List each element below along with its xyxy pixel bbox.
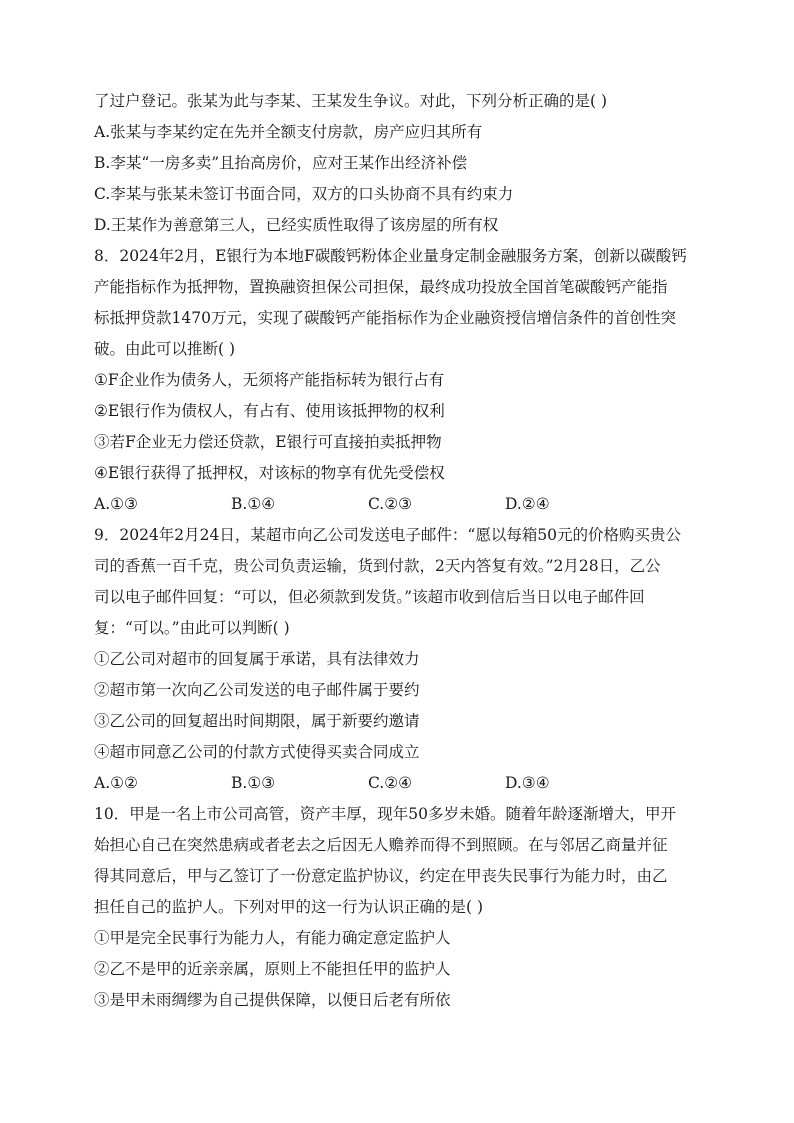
q9-item: ①乙公司对超市的回复属于承诺，具有法律效力 <box>94 650 420 668</box>
q9-item: ②超市第一次向乙公司发送的电子邮件属于要约 <box>94 681 420 699</box>
q9-stem-line: 9．2024年2月24日，某超市向乙公司发送电子邮件：“愿以每箱50元的价格购买贵公 <box>94 526 682 544</box>
q7-continuation <box>94 86 704 241</box>
q9-stem-line: 司以电子邮件回复：“可以，但必须款到发货。”该超市收到信后当日以电子邮件回 <box>94 588 645 606</box>
q9-stem-line: 司的香蕉一百千克，贵公司负责运输，货到付款，2天内答复有效。”2月28日，乙公 <box>94 557 661 575</box>
q8-item: ④E银行获得了抵押权，对该标的物享有优先受偿权 <box>94 464 445 482</box>
question-10 <box>94 799 704 1016</box>
q9-item: ③乙公司的回复超出时间期限，属于新要约邀请 <box>94 712 420 730</box>
q8-option-d: D.②④ <box>505 495 550 513</box>
q9-option-c: C.②④ <box>368 774 413 792</box>
q10-item: ③是甲未雨绸缪为自己提供保障，以便日后老有所依 <box>94 991 451 1009</box>
q9-item: ④超市同意乙公司的付款方式使得买卖合同成立 <box>94 743 420 761</box>
q7-option-a: A.张某与李某约定在先并全额支付房款，房产应归其所有 <box>94 123 483 141</box>
q8-item: ②E银行作为债权人，有占有、使用该抵押物的权利 <box>94 402 445 420</box>
q8-option-b: B.①④ <box>231 495 276 513</box>
q8-stem-line: 产能指标作为抵押物，置换融资担保公司担保，最终成功投放全国首笔碳酸钙产能指 <box>94 278 668 296</box>
q8-item: ③若F企业无力偿还贷款，E银行可直接拍卖抵押物 <box>94 433 442 451</box>
q9-option-a: A.①② <box>94 774 138 792</box>
q8-options <box>94 489 704 520</box>
q10-stem-line: 得其同意后，甲与乙签订了一份意定监护协议，约定在甲丧失民事行为能力时，由乙 <box>94 867 668 885</box>
q8-item: ①F企业作为债务人，无须将产能指标转为银行占有 <box>94 371 445 389</box>
q8-option-c: C.②③ <box>368 495 413 513</box>
q7-option-d: D.王某作为善意第三人，已经实质性取得了该房屋的所有权 <box>94 216 499 234</box>
q10-stem-line: 10．甲是一名上市公司高管，资产丰厚，现年50多岁未婚。随着年龄逐渐增大，甲开 <box>94 805 676 823</box>
question-8 <box>94 241 704 520</box>
q7-stem-line: 了过户登记。张某为此与李某、王某发生争议。对此，下列分析正确的是( ) <box>94 92 608 110</box>
q9-options <box>94 768 704 799</box>
q8-stem-line: 标抵押贷款1470万元，实现了碳酸钙产能指标作为企业融资授信增信条件的首创性突 <box>94 309 676 327</box>
q9-option-d: D.③④ <box>505 774 550 792</box>
q10-stem-line: 始担心自己在突然患病或者老去之后因无人赡养而得不到照顾。在与邻居乙商量并征 <box>94 836 668 854</box>
q8-option-a: A.①③ <box>94 495 138 513</box>
question-9 <box>94 520 704 799</box>
exam-page <box>94 86 704 1016</box>
q9-stem-line: 复：“可以。”由此可以判断( ) <box>94 619 290 637</box>
q10-item: ②乙不是甲的近亲亲属，原则上不能担任甲的监护人 <box>94 960 451 978</box>
q10-stem-line: 担任自己的监护人。下列对甲的这一行为认识正确的是( ) <box>94 898 484 916</box>
q10-item: ①甲是完全民事行为能力人，有能力确定意定监护人 <box>94 929 451 947</box>
q8-stem-line: 8．2024年2月，E银行为本地F碳酸钙粉体企业量身定制金融服务方案，创新以碳酸钙 <box>94 247 687 265</box>
q7-option-c: C.李某与张某未签订书面合同，双方的口头协商不具有约束力 <box>94 185 514 203</box>
q8-stem-line: 破。由此可以推断( ) <box>94 340 236 358</box>
q9-option-b: B.①③ <box>231 774 276 792</box>
q7-option-b: B.李某“一房多卖”且抬高房价，应对王某作出经济补偿 <box>94 154 468 172</box>
